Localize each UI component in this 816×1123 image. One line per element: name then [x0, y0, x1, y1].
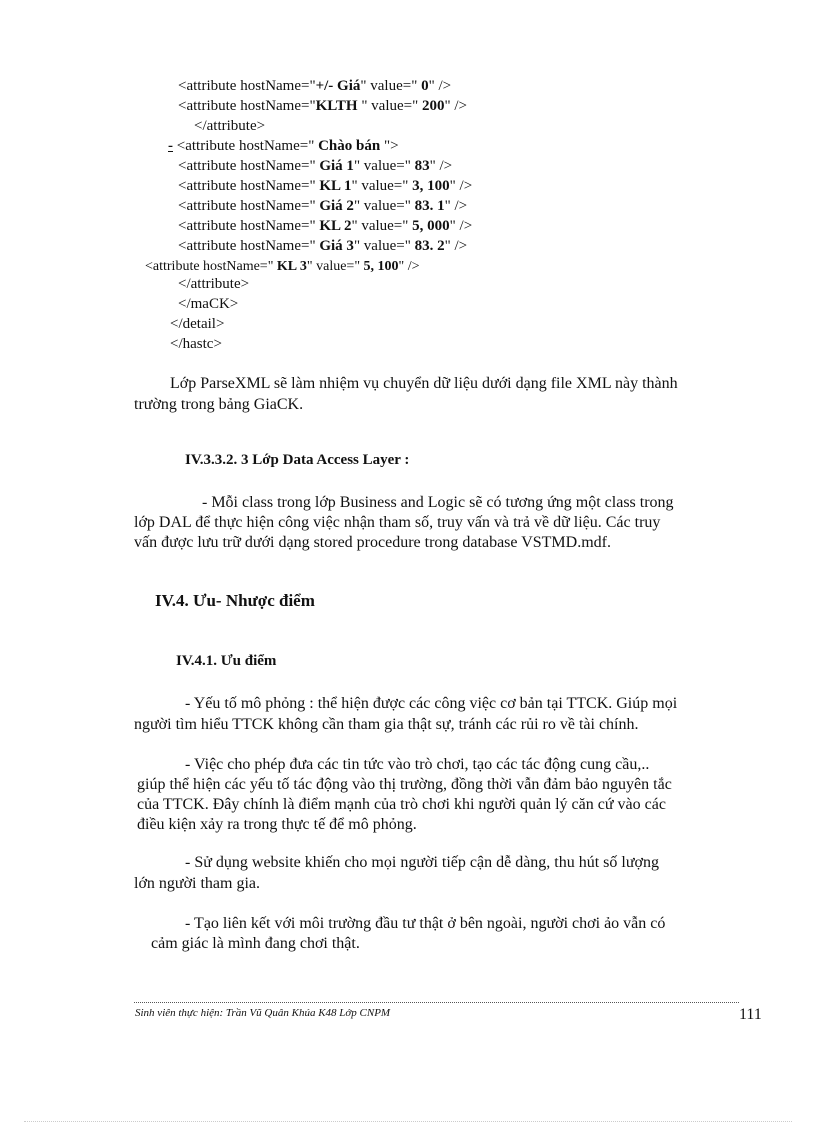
bullet-line: của TTCK. Đây chính là điểm mạnh của trò chơi khi người quản lý căn cứ vào các	[137, 796, 666, 813]
collapse-dash-icon[interactable]: -	[168, 138, 173, 154]
code-line: </maCK>	[178, 296, 239, 312]
code-line: <attribute hostName="+/- Giá" value=" 0" />	[178, 78, 452, 94]
section-heading: IV.3.3.2. 3 Lớp Data Access Layer :	[185, 452, 410, 468]
code-line: - <attribute hostName=" Chào bán ">	[168, 138, 399, 154]
chapter-heading: IV.4. Ưu- Nhược điểm	[155, 591, 315, 610]
bullet-line: người tìm hiểu TTCK không cần tham gia thật sự, tránh các rủi ro về tài chính.	[134, 716, 639, 733]
footer-author: Sinh viên thực hiện: Trần Vũ Quân Khúa K48 Lớp CNPM	[135, 1007, 391, 1019]
paragraph-line: lớp DAL để thực hiện công việc nhận tham số, truy vấn và trả về dữ liệu. Các truy	[134, 514, 661, 531]
page-number: 111	[739, 1006, 762, 1023]
code-line: <attribute hostName=" KL 2" value=" 5, 000" />	[178, 218, 473, 234]
bullet-line: cảm giác là mình đang chơi thật.	[151, 935, 360, 952]
code-line: </attribute>	[178, 276, 250, 292]
code-line: <attribute hostName=" KL 3" value=" 5, 100" />	[145, 259, 420, 274]
bullet-line: giúp thể hiện các yếu tố tác động vào thị trường, đồng thời vẫn đảm bảo nguyên tắc	[137, 776, 672, 793]
code-line: </attribute>	[194, 118, 266, 134]
paragraph-line: vấn được lưu trữ dưới dạng stored procedure trong database VSTMD.mdf.	[134, 534, 611, 551]
code-line: </detail>	[170, 316, 225, 332]
bullet-line: - Tạo liên kết với môi trường đầu tư thật ở bên ngoài, người chơi ảo vẫn có	[185, 915, 666, 932]
code-line: <attribute hostName=" KL 1" value=" 3, 100" />	[178, 178, 473, 194]
footer-divider	[134, 1002, 739, 1003]
code-line: <attribute hostName=" Giá 2" value=" 83. 1" />	[178, 198, 468, 214]
bullet-line: - Sử dụng website khiến cho mọi người tiếp cận dễ dàng, thu hút số lượng	[185, 854, 659, 871]
bullet-line: - Việc cho phép đưa các tin tức vào trò chơi, tạo các tác động cung cầu,..	[185, 756, 650, 773]
bullet-line: lớn người tham gia.	[134, 875, 261, 892]
paragraph-line: - Mỗi class trong lớp Business and Logic sẽ có tương ứng một class trong	[202, 494, 674, 511]
paragraph-line: trường trong bảng GiaCK.	[134, 396, 304, 413]
bullet-line: điều kiện xảy ra trong thực tế để mô phỏng.	[137, 816, 417, 833]
paragraph-line: Lớp ParseXML sẽ làm nhiệm vụ chuyển dữ liệu dưới dạng file XML này thành	[170, 375, 678, 392]
subsection-heading: IV.4.1. Ưu điểm	[176, 653, 277, 669]
code-line: <attribute hostName=" Giá 1" value=" 83" />	[178, 158, 453, 174]
code-line: </hastc>	[170, 336, 222, 352]
code-line: <attribute hostName="KLTH " value=" 200" />	[178, 98, 468, 114]
code-line: <attribute hostName=" Giá 3" value=" 83. 2" />	[178, 238, 468, 254]
page-bottom-divider	[24, 1121, 792, 1122]
bullet-line: - Yếu tố mô phỏng : thể hiện được các công việc cơ bản tại TTCK. Giúp mọi	[185, 695, 678, 712]
